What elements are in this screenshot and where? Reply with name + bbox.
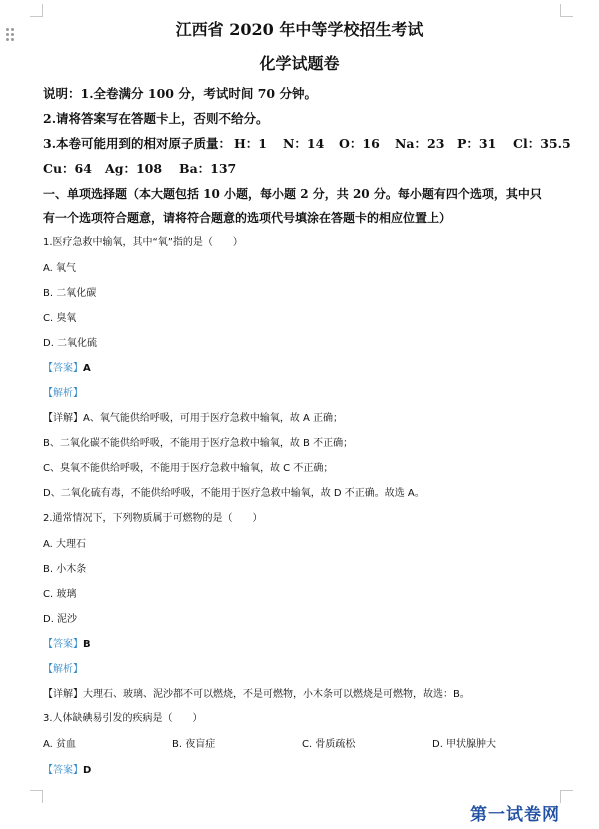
section-heading-line-1: 一、单项选择题（本大题包括 10 小题，每小题 2 分，共 20 分。每小题有四个选项，其中只 [43, 187, 542, 201]
atomic-mass-o: O：16 [339, 136, 380, 151]
answer-tag: 【答案】 [43, 363, 83, 374]
crop-mark-top-left [30, 4, 43, 17]
page-title: 江西省 2020 年中等学校招生考试 [175, 20, 424, 39]
question-3-answer [43, 766, 91, 776]
question-3-option-b: B. 夜盲症 [172, 739, 216, 750]
question-2-option-b: B. 小木条 [43, 564, 87, 575]
atomic-mass-p: P：31 [457, 136, 497, 151]
atomic-mass-label: 3.本卷可能用到的相对原子质量： [43, 136, 232, 151]
atomic-mass-h: H：1 [234, 136, 268, 151]
answer-value: A [83, 363, 91, 374]
site-logo: 第一试卷网 [470, 805, 560, 825]
question-2-answer [43, 640, 91, 650]
crop-mark-bottom-left [30, 790, 43, 803]
atomic-mass-row-1 [43, 138, 583, 152]
question-1-detail-4: D、二氧化硫有毒，不能供给呼吸，不能用于医疗急救中输氧，故 D 不正确。故选 A。 [43, 488, 425, 499]
atomic-mass-ba: Ba：137 [179, 161, 237, 176]
atomic-mass-cl: Cl：35.5 [513, 136, 571, 151]
question-1-option-c: C. 臭氧 [43, 313, 77, 324]
question-1-option-a: A. 氧气 [43, 263, 77, 274]
question-1-option-b: B. 二氧化碳 [43, 288, 97, 299]
question-1-answer [43, 364, 91, 374]
crop-mark-top-right [560, 4, 573, 17]
atomic-mass-na: Na：23 [395, 136, 445, 151]
crop-mark-bottom-right [560, 790, 573, 803]
question-2-option-c: C. 玻璃 [43, 589, 77, 600]
question-2-option-a: A. 大理石 [43, 539, 87, 550]
question-1-stem: 1.医疗急救中输氧，其中“氧”指的是（ ） [43, 237, 243, 248]
answer-value: B [83, 639, 91, 650]
question-3-option-d: D. 甲状腺肿大 [432, 739, 497, 750]
question-1-analysis-tag: 【解析】 [43, 388, 83, 399]
page-subtitle: 化学试题卷 [259, 54, 340, 73]
question-1-detail-1: 【详解】A、氧气能供给呼吸，可用于医疗急救中输氧，故 A 正确； [43, 413, 344, 424]
question-2-analysis-tag: 【解析】 [43, 664, 83, 675]
question-1-detail-2: B、二氧化碳不能供给呼吸，不能用于医疗急救中输氧，故 B 不正确； [43, 438, 354, 449]
note-line-1: 说明：1.全卷满分 100 分，考试时间 70 分钟。 [43, 86, 317, 101]
answer-value: D [83, 765, 92, 776]
note-line-2: 2.请将答案写在答题卡上，否则不给分。 [43, 111, 269, 126]
answer-tag: 【答案】 [43, 639, 83, 650]
question-3-stem: 3.人体缺碘易引发的疾病是（ ） [43, 713, 203, 724]
question-1-option-d: D. 二氧化硫 [43, 338, 98, 349]
question-3-option-a: A. 贫血 [43, 739, 77, 750]
atomic-mass-n: N：14 [283, 136, 325, 151]
question-2-detail: 【详解】大理石、玻璃、泥沙都不可以燃烧，不是可燃物，小木条可以燃烧是可燃物，故选：B。 [43, 689, 470, 700]
section-heading-line-2: 有一个选项符合题意，请将符合题意的选项代号填涂在答题卡的相应位置上） [43, 211, 452, 225]
question-3-option-c: C. 骨质疏松 [302, 739, 356, 750]
atomic-mass-row-2 [43, 163, 343, 177]
question-1-detail-3: C、臭氧不能供给呼吸，不能用于医疗急救中输氧，故 C 不正确； [43, 463, 334, 474]
atomic-mass-ag: Ag：108 [105, 161, 163, 176]
answer-tag: 【答案】 [43, 765, 83, 776]
atomic-mass-cu: Cu：64 [43, 161, 92, 176]
question-2-stem: 2.通常情况下，下列物质属于可燃物的是（ ） [43, 513, 263, 524]
question-2-option-d: D. 泥沙 [43, 614, 78, 625]
